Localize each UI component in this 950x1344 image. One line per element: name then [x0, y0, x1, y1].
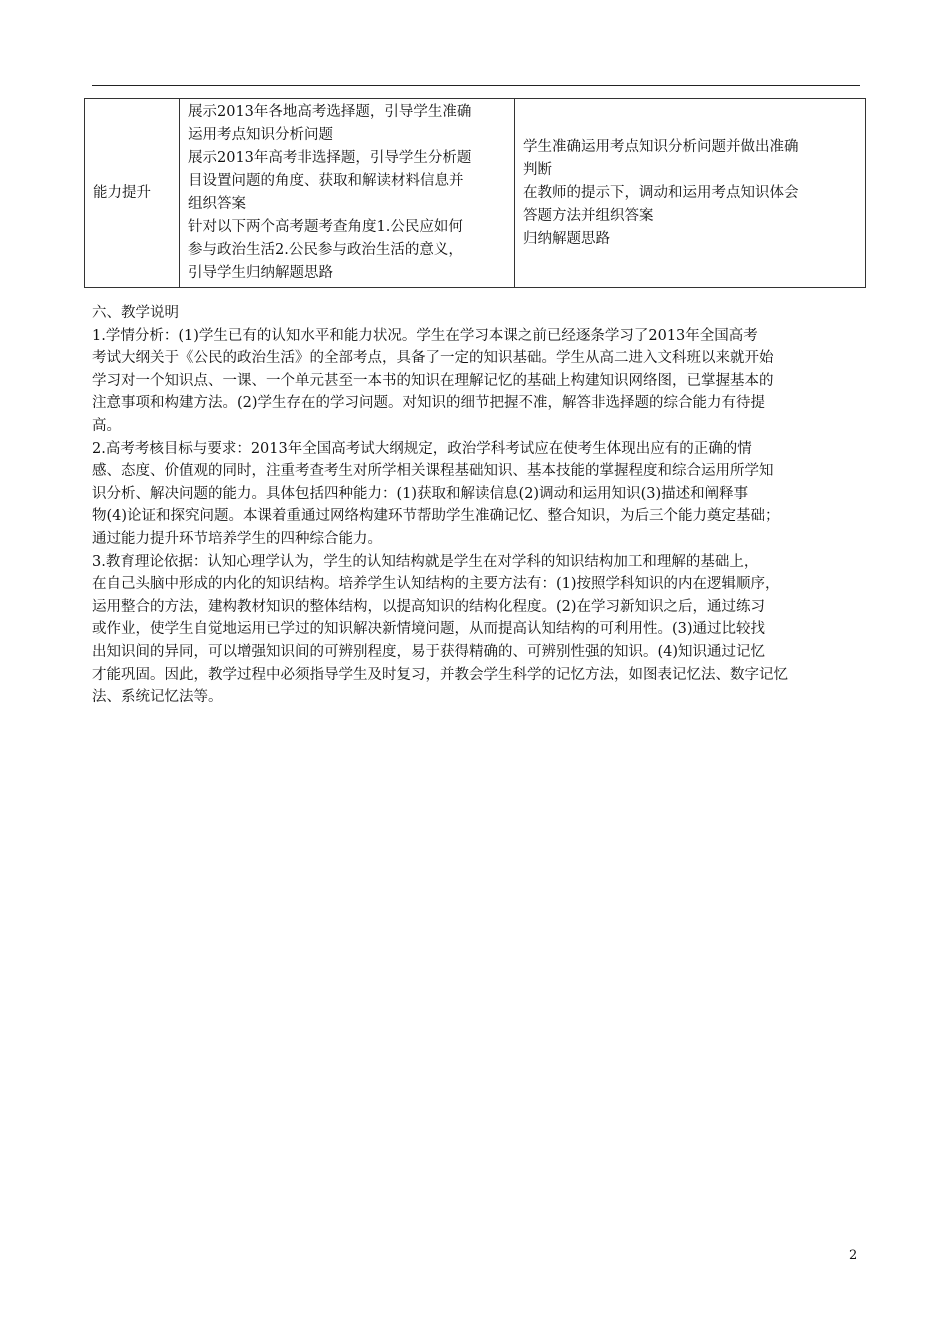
text-line: 高。: [92, 417, 121, 434]
student-activity-cell: [515, 99, 866, 288]
text-line: 在自己头脑中形成的内化的知识结构。培养学生认知结构的主要方法有：(1)按照学科知识的内在逻辑顺序，: [92, 576, 780, 593]
text-line: 2.高考考核目标与要求：2013年全国高考试大纲规定，政治学科考试应在使考生体现出应有的正确的情: [92, 440, 752, 457]
teaching-notes: [92, 302, 862, 709]
header-rule: [92, 85, 860, 86]
text-line: 考试大纲关于《公民的政治生活》的全部考点，具备了一定的知识基础。学生从高二进入文科班以来就开始: [92, 350, 774, 367]
text-line: 法、系统记忆法等。: [92, 689, 223, 706]
page-number: 2: [849, 1248, 858, 1263]
student-line: 在教师的提示下，调动和运用考点知识体会: [523, 184, 799, 201]
text-line: 识分析、解决问题的能力。具体包括四种能力：(1)获取和解读信息(2)调动和运用知识(3)描述和阐释事: [92, 485, 749, 502]
teacher-line: 组织答案: [188, 196, 246, 212]
text-line: 才能巩固。因此，教学过程中必须指导学生及时复习，并教会学生科学的记忆方法，如图表记忆法、数字记忆: [92, 666, 788, 683]
row-label: 能力提升: [85, 99, 180, 288]
lesson-plan-table: [84, 98, 866, 288]
text-line: 学习对一个知识点、一课、一个单元甚至一本书的知识在理解记忆的基础上构建知识网络图，已掌握基本的: [92, 372, 774, 389]
teacher-line: 运用考点知识分析问题: [188, 127, 333, 143]
student-line: 判断: [523, 161, 552, 178]
text-line: 出知识间的异同，可以增强知识间的可辨别程度，易于获得精确的、可辨别性强的知识。(4)知识通过记忆: [92, 643, 766, 660]
student-line: 答题方法并组织答案: [523, 207, 654, 224]
teacher-line: 针对以下两个高考题考查角度1.公民应如何: [188, 219, 463, 235]
table-row: [85, 99, 866, 288]
text-line: 物(4)论证和探究问题。本课着重通过网络构建环节帮助学生准确记忆、整合知识，为后三个能力奠定基础；: [92, 508, 780, 525]
student-line: 学生准确运用考点知识分析问题并做出准确: [523, 138, 799, 155]
text-line: 1.学情分析：(1)学生已有的认知水平和能力状况。学生在学习本课之前已经逐条学习了2013年全国高考: [92, 327, 758, 344]
teacher-line: 展示2013年各地高考选择题，引导学生准确: [188, 104, 472, 120]
teacher-line: 参与政治生活2.公民参与政治生活的意义，: [188, 242, 463, 258]
paragraph-theory-basis: [92, 551, 862, 709]
teacher-line: 目设置问题的角度、获取和解读材料信息并: [188, 173, 464, 189]
text-line: 注意事项和构建方法。(2)学生存在的学习问题。对知识的细节把握不准，解答非选择题的综合能力有待提: [92, 395, 766, 412]
paragraph-learner-analysis: [92, 325, 862, 438]
text-line: 通过能力提升环节培养学生的四种综合能力。: [92, 530, 382, 547]
text-line: 运用整合的方法，建构教材知识的整体结构，以提高知识的结构化程度。(2)在学习新知识之后，通过练习: [92, 598, 766, 615]
teacher-line: 引导学生归纳解题思路: [188, 265, 333, 281]
text-line: 3.教育理论依据：认知心理学认为，学生的认知结构就是学生在对学科的知识结构加工和理解的基础上，: [92, 553, 759, 570]
teacher-activity-cell: [180, 99, 515, 288]
section-heading: 六、教学说明: [92, 305, 179, 321]
paragraph-exam-goals: [92, 438, 862, 551]
text-line: 感、态度、价值观的同时，注重考查考生对所学相关课程基础知识、基本技能的掌握程度和综合运用所学知: [92, 463, 774, 480]
student-line: 归纳解题思路: [523, 230, 610, 247]
text-line: 或作业，使学生自觉地运用已学过的知识解决新情境问题，从而提高认知结构的可利用性。(3)通过比较找: [92, 621, 766, 638]
teacher-line: 展示2013年高考非选择题，引导学生分析题: [188, 150, 472, 166]
